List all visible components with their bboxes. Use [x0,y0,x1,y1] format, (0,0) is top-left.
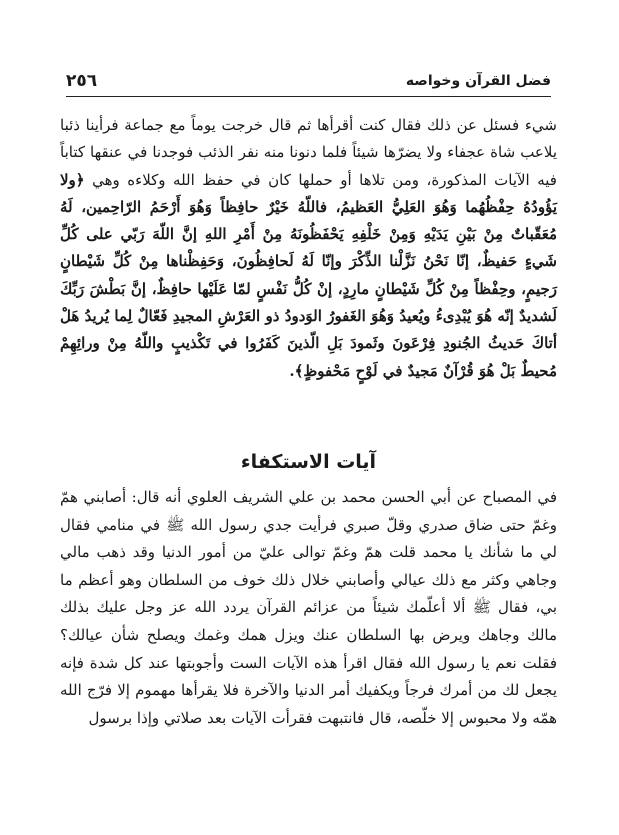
paragraph-intro: شيء فسئل عن ذلك فقال كنت أقرأها ثم قال خرجت يوماً مع جماعة فرأينا ذئبا يلاعب شاة عجفاء ولا يضرّها شيئاً فلما دنونا منه نفر الذئب فوجدنا في عنقها كتاباً فيه الآيات المذكورة، ومن تلاها أو حملها كان في حفظ الله وكلاءه وهي [60,116,557,189]
page-number: ٢٥٦ [66,71,98,91]
page-header [66,66,551,97]
section-heading: آيات الاستكفاء [240,451,377,473]
paragraph-narration: في المصباح عن أبي الحسن محمد بن علي الشريف العلوي أنه قال: أصابني همّ وغمّ حتى ضاق صدري وقلّ صبري فرأيت جدي رسول الله ﷺ في منامي فقال لي ما شأنك يا محمد قلت همّ وغمّ توالى عليّ من أمور الدنيا وقد ذهب مالي وجاهي وكثر مع ذلك عيالي وأصابني خلال ذلك خوف من السلطان وهو أعظم ما بي، فقال ﷺ ألا أعلّمك شيئاً من عزائم القرآن يردد الله عز وجل عليك بذلك مالك وجاهك ويرض بها السلطان عنك ويزل همك وغمك ويصلح شأن عيالك؟ فقلت نعم يا رسول الله فقال اقرأ هذه الآيات الست وأجوبتها عند كل شدة فإنه يجعل لك من أمرك فرجاً ويكفيك أمر الدنيا والآخرة فلا يقرأها مهموم إلا فرّج الله همّه ولا محبوس إلا خلّصه، قال فانتبهت فقرأت الآيات بعد صلاتي وإذا برسول [60,488,557,727]
running-title: فضل القرآن وخواصه [405,73,551,89]
quran-verses: ﴿ولا يَؤُودُهُ حِفْظُهُما وَهُوَ العَلِيُّ العَظيمُ، فاللّهُ خَيْرٌ حافِظاً وَهُوَ أَرْحَمُ الرّاحِمين، لَهُ مُعَقّباتٌ مِنْ بَيْنِ يَدَيْهِ وَمِنْ خَلْفِهِ يَحْفَظُونَهُ مِنْ أَمْرِ اللهِ إنَّ اللّهَ رَبّي على كُلِّ شَيءٍ حَفيظٌ، إنّا نَحْنُ نَزَّلْنا الذِّكْرَ وإنّا لَهُ لَحافِظُونَ، وَحَفِظْناها مِنْ كُلِّ شَيْطانٍ رَجيمٍ، وحِفْظاً مِنْ كُلِّ شَيْطانٍ مارِدٍ، إنْ كُلُّ نَفْسٍ لمّا عَلَيْها حافِظٌ، إنَّ بَطْشَ رَبِّكَ لَشديدٌ إنّه هُوَ يُبْدِىءُ ويُعيدُ وَهُوَ الغَفورُ الوَدودُ ذو العَرْشِ المجيدِ فَعّالٌ لِما يُريدُ هَلْ أتاكَ حَديثُ الجُنودِ فِرْعَونَ وثَمودَ بَلِ الّذينَ كَفَرُوا في تَكْذيبٍ واللّهُ مِنْ ورائِهِمْ مُحيطٌ بَلْ هُوَ قُرْآنٌ مَجيدٌ في لَوْحٍ مَحْفوظٍ﴾. [60,170,557,380]
paragraph-quran-verses [60,112,557,385]
